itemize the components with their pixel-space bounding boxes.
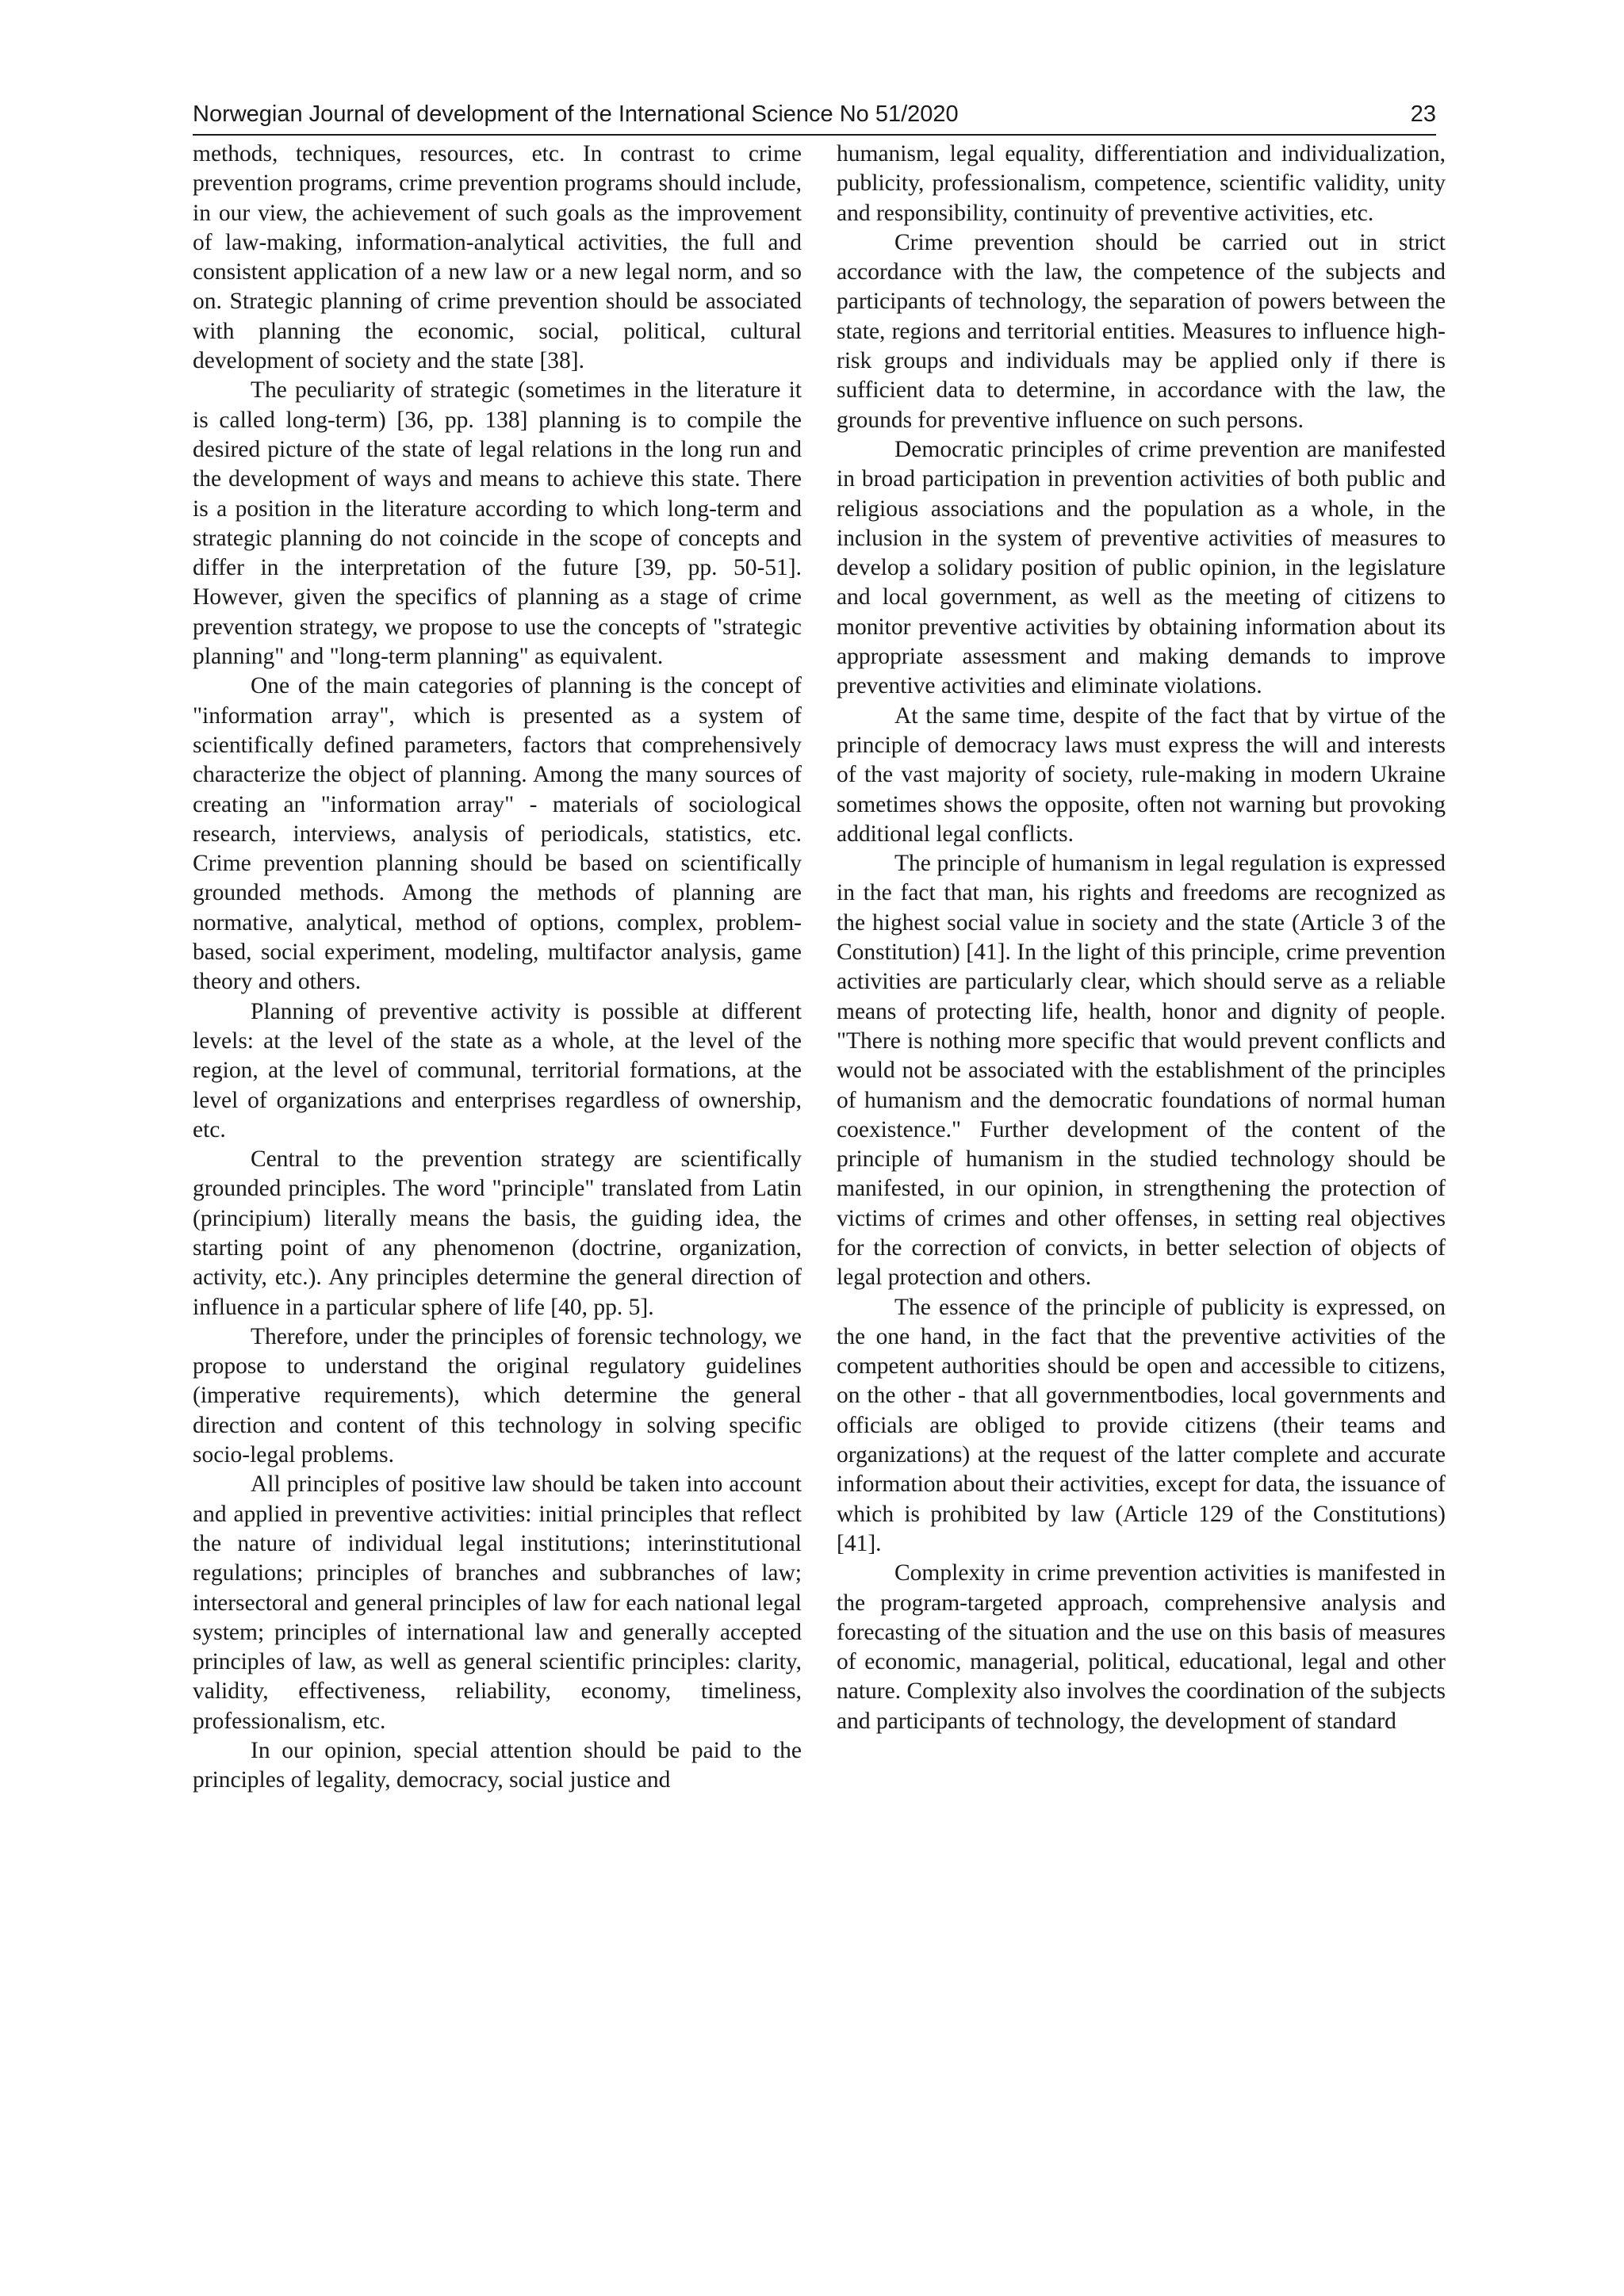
paragraph: methods, techniques, resources, etc. In contrast to crime prevention programs, crime prevention programs should include, in our view, the achievement of such goals as the improvement of law-making, information-analytical activities, the full and consistent application of a new law or a new legal norm, and so on. Strategic planning of crime prevention should be associated with planning the economic, social, political, cultural development of society and the state [38]. [193,141,802,374]
header-rule [193,134,1436,136]
journal-title: Norwegian Journal of development of the International Science No 51/2020 [193,101,959,127]
paragraph: One of the main categories of planning is the concept of "information array", which is presented as a system of scientifically defined parameters, factors that comprehensively characterize the object of planning. Among the many sources of creating an "information array" - materials of sociological research, interviews, analysis of periodicals, statistics, etc. Crime prevention planning should be based on scientifically grounded methods. Among the methods of planning are normative, analytical, method of options, complex, problem-based, social experiment, modeling, multifactor analysis, game theory and others. [193,673,802,995]
paragraph: All principles of positive law should be taken into account and applied in preventive activities: initial principles that reflect the nature of individual legal institutions; interinstitutional regulations; principles of branches and subbranches of law; intersectoral and general principles of law for each national legal system; principles of international law and generally accepted principles of law, as well as general scientific principles: clarity, validity, effectiveness, reliability, economy, timeliness, professionalism, etc. [193,1471,802,1734]
paragraph: Democratic principles of crime prevention are manifested in broad participation in prevention activities of both public and religious associations and the population as a whole, in the inclusion in the system of preventive activities of measures to develop a solidary position of public opinion, in the legislature and local government, as well as the meeting of citizens to monitor preventive activities by obtaining information about its appropriate assessment and making demands to improve preventive activities and eliminate violations. [837,436,1446,699]
paragraph: The principle of humanism in legal regulation is expressed in the fact that man, his rights and freedoms are recognized as the highest social value in society and the state (Article 3 of the Constitution) [41]. In the light of this principle, crime prevention activities are particularly clear, which should serve as a reliable means of protecting life, health, honor and dignity of people. "There is nothing more specific that would prevent conflicts and would not be associated with the establishment of the principles of humanism and the democratic foundations of normal human coexistence." Further development of the content of the principle of humanism in the studied technology should be manifested, in our opinion, in strengthening the protection of victims of crimes and other offenses, in setting real objectives for the correction of convicts, in better selection of objects of legal protection and others. [837,851,1446,1291]
paragraph: The essence of the principle of publicity is expressed, on the one hand, in the fact that the preventive activities of the competent authorities should be open and accessible to citizens, on the other - that all governmentbodies, local governments and officials are obliged to provide citizens (their teams and organizations) at the request of the latter complete and accurate information about their activities, except for data, the issuance of which is prohibited by law (Article 129 of the Constitutions) [41]. [837,1294,1446,1556]
right-column [837,140,1446,1736]
left-column [193,140,802,1796]
page-number: 23 [1410,101,1436,127]
paragraph: Complexity in crime prevention activities is manifested in the program-targeted approach, comprehensive analysis and forecasting of the situation and the use on this basis of measures of economic, managerial, political, educational, legal and other nature. Complexity also involves the coordination of the subjects and participants of technology, the development of standard [837,1560,1446,1734]
paragraph: At the same time, despite of the fact that by virtue of the principle of democracy laws must express the will and interests of the vast majority of society, rule-making in modern Ukraine sometimes shows the opposite, often not warning but provoking additional legal conflicts. [837,702,1446,847]
paragraph: Planning of preventive activity is possible at different levels: at the level of the state as a whole, at the level of the region, at the level of communal, territorial formations, at the level of organizations and enterprises regardless of ownership, etc. [193,998,802,1142]
paragraph: Crime prevention should be carried out in strict accordance with the law, the competence of the subjects and participants of technology, the separation of powers between the state, regions and territorial entities. Measures to influence high-risk groups and individuals may be applied only if there is sufficient data to determine, in accordance with the law, the grounds for preventive influence on such persons. [837,229,1446,433]
paragraph: In our opinion, special attention should be paid to the principles of legality, democracy, social justice and [193,1738,802,1793]
paragraph: humanism, legal equality, differentiation and individualization, publicity, professionalism, competence, scientific validity, unity and responsibility, continuity of preventive activities, etc. [837,141,1446,226]
paragraph: The peculiarity of strategic (sometimes in the literature it is called long-term) [36, pp. 138] planning is to compile the desired picture of the state of legal relations in the long run and the development of ways and means to achieve this state. There is a position in the literature according to which long-term and strategic planning do not coincide in the scope of concepts and differ in the interpretation of the future [39, pp. 50-51]. However, given the specifics of planning as a stage of crime prevention strategy, we propose to use the concepts of "strategic planning" and "long-term planning" as equivalent. [193,377,802,670]
paragraph: Therefore, under the principles of forensic technology, we propose to understand the original regulatory guidelines (imperative requirements), which determine the general direction and content of this technology in solving specific socio-legal problems. [193,1323,802,1468]
page-header [193,94,1436,135]
paragraph: Central to the prevention strategy are scientifically grounded principles. The word "principle" translated from Latin (principium) literally means the basis, the guiding idea, the starting point of any phenomenon (doctrine, organization, activity, etc.). Any principles determine the general direction of influence in a particular sphere of life [40, pp. 5]. [193,1146,802,1320]
